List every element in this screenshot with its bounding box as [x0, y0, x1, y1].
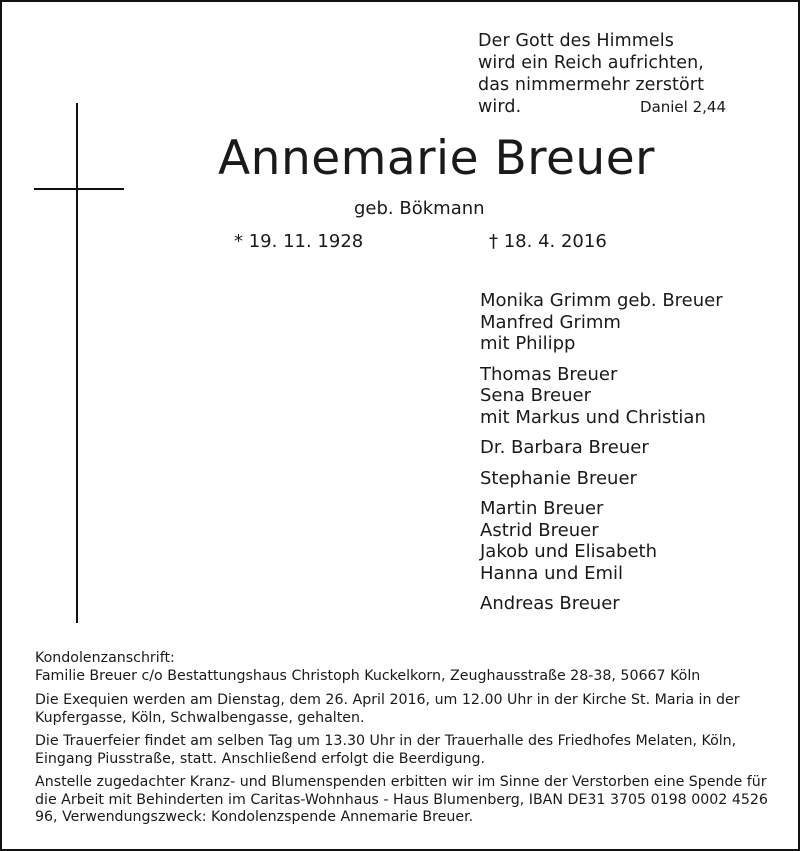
service-text: Die Trauerfeier findet am selben Tag um 13.30 Uhr in der Trauerhalle des Friedhofes Melaten, Köln, Eingang Piusstraße, statt. Anschließend erfolgt die Beerdigung. — [35, 733, 737, 767]
mourner-group — [480, 468, 723, 490]
mourner-name: Martin Breuer — [480, 498, 604, 519]
death-date: † 18. 4. 2016 — [489, 231, 607, 252]
mourner-name: Stephanie Breuer — [480, 467, 637, 489]
mourner-name: Monika Grimm geb. Breuer — [480, 290, 723, 311]
mourner-group — [480, 498, 723, 584]
condolence-address: Familie Breuer c/o Bestattungshaus Christoph Kuckelkorn, Zeughausstraße 28-38, 50667 Köln — [35, 667, 701, 684]
quote-line: wird ein Reich aufrichten, — [478, 53, 704, 73]
quote-line: Der Gott des Himmels — [478, 31, 674, 51]
mourner-name: Sena Breuer — [480, 385, 591, 406]
donation-text: Anstelle zugedachter Kranz- und Blumenspenden erbitten wir im Sinne der Verstorben eine Spende für die Arbeit mit Behinderten im Caritas-Wohnhaus - Haus Blumenberg, IBAN DE31 3705 0198 0002 4526 96, Verwendungszweck: Kondolenzspende Annemarie Breuer. — [35, 774, 768, 825]
cross-icon-vertical — [76, 103, 78, 623]
mourner-group — [480, 437, 723, 459]
mourner-name: Jakob und Elisabeth — [480, 541, 657, 562]
mourner-name: Manfred Grimm — [480, 311, 621, 333]
mourner-group — [480, 364, 723, 429]
birth-date: * 19. 11. 1928 — [234, 231, 364, 252]
condolence-label: Kondolenzanschrift: — [35, 650, 175, 666]
mourner-name: mit Philipp — [480, 333, 576, 354]
exequies-text: Die Exequien werden am Dienstag, dem 26. April 2016, um 12.00 Uhr in der Kirche St. Maria in der Kupfergasse, Köln, Schwalbengasse, gehalten. — [35, 692, 740, 726]
mourner-name: Andreas Breuer — [480, 593, 620, 614]
mourner-group — [480, 593, 723, 615]
maiden-name: geb. Bökmann — [354, 198, 485, 219]
mourner-name: Dr. Barbara Breuer — [480, 437, 649, 458]
cross-icon-horizontal — [34, 188, 124, 190]
notes-section — [35, 650, 775, 833]
mourner-name: Thomas Breuer — [480, 363, 618, 385]
mourners-list — [480, 290, 723, 624]
mourner-name: mit Markus und Christian — [480, 406, 706, 428]
condolence-block — [35, 650, 775, 685]
mourner-group — [480, 290, 723, 355]
deceased-name: Annemarie Breuer — [218, 131, 655, 186]
quote-source: Daniel 2,44 — [640, 98, 726, 116]
quote-line: das nimmermehr zerstört wird. — [478, 75, 705, 117]
mourner-name: Astrid Breuer — [480, 519, 599, 541]
mourner-name: Hanna und Emil — [480, 562, 624, 584]
